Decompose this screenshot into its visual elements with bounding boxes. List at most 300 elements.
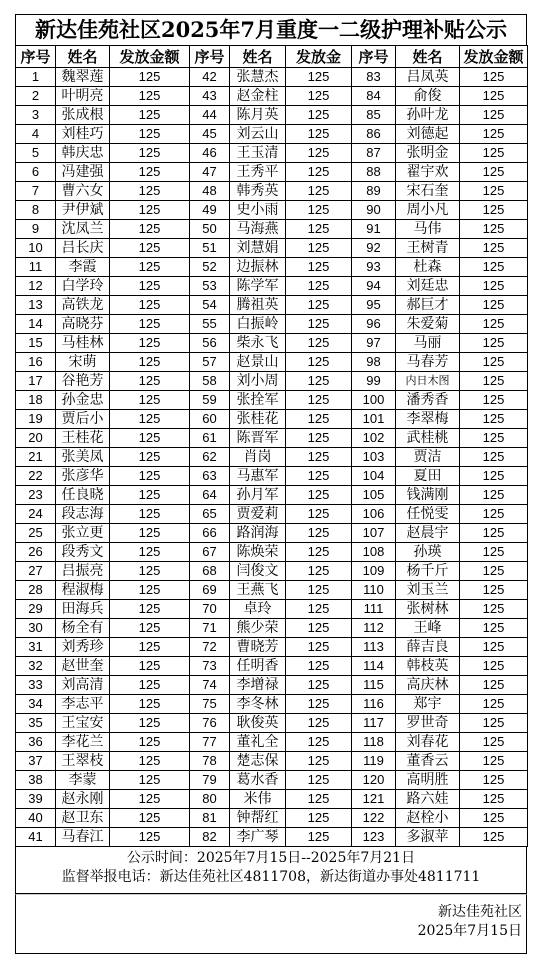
serial-cell: 2 — [16, 87, 56, 106]
serial-cell: 51 — [190, 239, 230, 258]
name-cell: 张美凤 — [56, 448, 110, 467]
amount-cell: 125 — [286, 828, 352, 847]
serial-cell: 90 — [352, 201, 396, 220]
amount-cell: 125 — [110, 714, 190, 733]
amount-cell: 125 — [110, 619, 190, 638]
notice-title: 新达佳苑社区2025年7月重度一二级护理补贴公示 — [15, 14, 527, 45]
amount-cell: 125 — [286, 201, 352, 220]
amount-cell: 125 — [110, 676, 190, 695]
amount-cell: 125 — [460, 163, 528, 182]
name-cell: 肖岗 — [230, 448, 286, 467]
amount-cell: 125 — [110, 429, 190, 448]
name-cell: 杜森 — [396, 258, 460, 277]
serial-cell: 33 — [16, 676, 56, 695]
serial-cell: 44 — [190, 106, 230, 125]
name-cell: 刘云山 — [230, 125, 286, 144]
name-cell: 白学玲 — [56, 277, 110, 296]
table-row — [16, 505, 528, 524]
serial-cell: 63 — [190, 467, 230, 486]
amount-cell: 125 — [460, 562, 528, 581]
serial-cell: 4 — [16, 125, 56, 144]
serial-cell: 40 — [16, 809, 56, 828]
serial-cell: 72 — [190, 638, 230, 657]
name-cell: 马丽 — [396, 334, 460, 353]
name-cell: 冯建强 — [56, 163, 110, 182]
amount-cell: 125 — [286, 144, 352, 163]
name-cell: 陈学军 — [230, 277, 286, 296]
amount-cell: 125 — [110, 87, 190, 106]
name-cell: 耿俊英 — [230, 714, 286, 733]
amount-cell: 125 — [110, 657, 190, 676]
serial-cell: 54 — [190, 296, 230, 315]
name-cell: 闫俊文 — [230, 562, 286, 581]
amount-cell: 125 — [460, 201, 528, 220]
amount-cell: 125 — [460, 657, 528, 676]
name-cell: 李广琴 — [230, 828, 286, 847]
amount-cell: 125 — [110, 68, 190, 87]
column-header: 发放金额 — [460, 46, 528, 68]
name-cell: 赵金柱 — [230, 87, 286, 106]
name-cell: 张拴军 — [230, 391, 286, 410]
amount-cell: 125 — [110, 372, 190, 391]
name-cell: 刘小周 — [230, 372, 286, 391]
name-cell: 高明胜 — [396, 771, 460, 790]
serial-cell: 61 — [190, 429, 230, 448]
amount-cell: 125 — [286, 106, 352, 125]
serial-cell: 52 — [190, 258, 230, 277]
amount-cell: 125 — [460, 600, 528, 619]
serial-cell: 94 — [352, 277, 396, 296]
serial-cell: 50 — [190, 220, 230, 239]
name-cell: 陈焕荣 — [230, 543, 286, 562]
name-cell: 刘桂巧 — [56, 125, 110, 144]
serial-cell: 60 — [190, 410, 230, 429]
amount-cell: 125 — [460, 828, 528, 847]
serial-cell: 41 — [16, 828, 56, 847]
amount-cell: 125 — [110, 182, 190, 201]
name-cell: 谷艳芳 — [56, 372, 110, 391]
name-cell: 韩庆忠 — [56, 144, 110, 163]
amount-cell: 125 — [286, 353, 352, 372]
name-cell: 贾后小 — [56, 410, 110, 429]
table-row — [16, 752, 528, 771]
amount-cell: 125 — [110, 391, 190, 410]
name-cell: 沈凤兰 — [56, 220, 110, 239]
amount-cell: 125 — [110, 562, 190, 581]
serial-cell: 20 — [16, 429, 56, 448]
name-cell: 段秀文 — [56, 543, 110, 562]
amount-cell: 125 — [286, 391, 352, 410]
name-cell: 杨千斤 — [396, 562, 460, 581]
name-cell: 马惠军 — [230, 467, 286, 486]
serial-cell: 65 — [190, 505, 230, 524]
amount-cell: 125 — [286, 220, 352, 239]
serial-cell: 37 — [16, 752, 56, 771]
amount-cell: 125 — [286, 752, 352, 771]
table-row — [16, 828, 528, 847]
amount-cell: 125 — [460, 296, 528, 315]
name-cell: 路六娃 — [396, 790, 460, 809]
amount-cell: 125 — [286, 334, 352, 353]
column-header: 序号 — [190, 46, 230, 68]
name-cell: 程淑梅 — [56, 581, 110, 600]
amount-cell: 125 — [110, 600, 190, 619]
name-cell: 王桂花 — [56, 429, 110, 448]
serial-cell: 104 — [352, 467, 396, 486]
amount-cell: 125 — [110, 296, 190, 315]
amount-cell: 125 — [286, 486, 352, 505]
name-cell: 郑宇 — [396, 695, 460, 714]
name-cell: 王宝安 — [56, 714, 110, 733]
serial-cell: 11 — [16, 258, 56, 277]
amount-cell: 125 — [286, 296, 352, 315]
amount-cell: 125 — [286, 163, 352, 182]
amount-cell: 125 — [110, 144, 190, 163]
name-cell: 钟帮红 — [230, 809, 286, 828]
amount-cell: 125 — [460, 391, 528, 410]
name-cell: 刘廷忠 — [396, 277, 460, 296]
serial-cell: 42 — [190, 68, 230, 87]
amount-cell: 125 — [110, 486, 190, 505]
serial-cell: 73 — [190, 657, 230, 676]
amount-cell: 125 — [110, 125, 190, 144]
name-cell: 孙叶龙 — [396, 106, 460, 125]
serial-cell: 93 — [352, 258, 396, 277]
serial-cell: 78 — [190, 752, 230, 771]
amount-cell: 125 — [286, 68, 352, 87]
table-row — [16, 581, 528, 600]
amount-cell: 125 — [286, 429, 352, 448]
name-cell: 熊少荣 — [230, 619, 286, 638]
amount-cell: 125 — [460, 220, 528, 239]
name-cell: 刘玉兰 — [396, 581, 460, 600]
amount-cell: 125 — [460, 277, 528, 296]
serial-cell: 103 — [352, 448, 396, 467]
serial-cell: 77 — [190, 733, 230, 752]
amount-cell: 125 — [110, 809, 190, 828]
name-cell: 内日木图 — [396, 372, 460, 391]
notice-footer — [15, 847, 527, 894]
amount-cell: 125 — [460, 182, 528, 201]
name-cell: 马桂林 — [56, 334, 110, 353]
name-cell: 翟宇欢 — [396, 163, 460, 182]
name-cell: 尹伊斌 — [56, 201, 110, 220]
name-cell: 路润海 — [230, 524, 286, 543]
serial-cell: 112 — [352, 619, 396, 638]
amount-cell: 125 — [286, 87, 352, 106]
serial-cell: 99 — [352, 372, 396, 391]
serial-cell: 35 — [16, 714, 56, 733]
name-cell: 赵晨宇 — [396, 524, 460, 543]
amount-cell: 125 — [460, 68, 528, 87]
table-row — [16, 562, 528, 581]
name-cell: 马海燕 — [230, 220, 286, 239]
table-row — [16, 277, 528, 296]
notice-signature — [15, 894, 527, 954]
amount-cell: 125 — [286, 600, 352, 619]
amount-cell: 125 — [460, 353, 528, 372]
name-cell: 米伟 — [230, 790, 286, 809]
serial-cell: 19 — [16, 410, 56, 429]
serial-cell: 36 — [16, 733, 56, 752]
table-row — [16, 87, 528, 106]
name-cell: 吕振亮 — [56, 562, 110, 581]
amount-cell: 125 — [286, 733, 352, 752]
amount-cell: 125 — [110, 638, 190, 657]
serial-cell: 116 — [352, 695, 396, 714]
amount-cell: 125 — [286, 543, 352, 562]
name-cell: 张立更 — [56, 524, 110, 543]
serial-cell: 100 — [352, 391, 396, 410]
serial-cell: 83 — [352, 68, 396, 87]
amount-cell: 125 — [110, 505, 190, 524]
name-cell: 王翠枝 — [56, 752, 110, 771]
serial-cell: 114 — [352, 657, 396, 676]
amount-cell: 125 — [460, 505, 528, 524]
table-row — [16, 258, 528, 277]
amount-cell: 125 — [460, 714, 528, 733]
name-cell: 史小雨 — [230, 201, 286, 220]
serial-cell: 120 — [352, 771, 396, 790]
table-row — [16, 410, 528, 429]
table-header-row — [16, 46, 528, 68]
name-cell: 钱满刚 — [396, 486, 460, 505]
amount-cell: 125 — [460, 543, 528, 562]
name-cell: 薛吉良 — [396, 638, 460, 657]
serial-cell: 58 — [190, 372, 230, 391]
serial-cell: 14 — [16, 315, 56, 334]
name-cell: 张慧杰 — [230, 68, 286, 87]
serial-cell: 21 — [16, 448, 56, 467]
name-cell: 葛水香 — [230, 771, 286, 790]
table-row — [16, 448, 528, 467]
table-row — [16, 296, 528, 315]
serial-cell: 97 — [352, 334, 396, 353]
amount-cell: 125 — [460, 315, 528, 334]
amount-cell: 125 — [460, 429, 528, 448]
table-row — [16, 714, 528, 733]
serial-cell: 84 — [352, 87, 396, 106]
serial-cell: 46 — [190, 144, 230, 163]
amount-cell: 125 — [460, 144, 528, 163]
table-row — [16, 201, 528, 220]
amount-cell: 125 — [110, 258, 190, 277]
amount-cell: 125 — [110, 410, 190, 429]
serial-cell: 115 — [352, 676, 396, 695]
name-cell: 刘秀珍 — [56, 638, 110, 657]
serial-cell: 34 — [16, 695, 56, 714]
serial-cell: 86 — [352, 125, 396, 144]
name-cell: 吕凤英 — [396, 68, 460, 87]
serial-cell: 95 — [352, 296, 396, 315]
serial-cell: 59 — [190, 391, 230, 410]
amount-cell: 125 — [286, 372, 352, 391]
serial-cell: 57 — [190, 353, 230, 372]
amount-cell: 125 — [286, 182, 352, 201]
name-cell: 王树青 — [396, 239, 460, 258]
column-header: 序号 — [352, 46, 396, 68]
table-row — [16, 619, 528, 638]
name-cell: 罗世奇 — [396, 714, 460, 733]
table-row — [16, 163, 528, 182]
table-row — [16, 524, 528, 543]
column-header: 发放金 — [286, 46, 352, 68]
name-cell: 边振林 — [230, 258, 286, 277]
name-cell: 刘高清 — [56, 676, 110, 695]
serial-cell: 32 — [16, 657, 56, 676]
name-cell: 韩秀英 — [230, 182, 286, 201]
name-cell: 马春芳 — [396, 353, 460, 372]
table-row — [16, 68, 528, 87]
name-cell: 柴永飞 — [230, 334, 286, 353]
amount-cell: 125 — [110, 448, 190, 467]
name-cell: 张彦华 — [56, 467, 110, 486]
serial-cell: 76 — [190, 714, 230, 733]
table-row — [16, 144, 528, 163]
serial-cell: 106 — [352, 505, 396, 524]
table-row — [16, 391, 528, 410]
name-cell: 叶明亮 — [56, 87, 110, 106]
name-cell: 宋萌 — [56, 353, 110, 372]
name-cell: 田海兵 — [56, 600, 110, 619]
name-cell: 王峰 — [396, 619, 460, 638]
serial-cell: 15 — [16, 334, 56, 353]
serial-cell: 30 — [16, 619, 56, 638]
serial-cell: 111 — [352, 600, 396, 619]
serial-cell: 26 — [16, 543, 56, 562]
subsidy-table — [15, 45, 528, 847]
serial-cell: 66 — [190, 524, 230, 543]
amount-cell: 125 — [110, 790, 190, 809]
notice-sheet — [15, 14, 527, 954]
amount-cell: 125 — [110, 543, 190, 562]
name-cell: 赵永刚 — [56, 790, 110, 809]
amount-cell: 125 — [110, 315, 190, 334]
serial-cell: 89 — [352, 182, 396, 201]
name-cell: 董香云 — [396, 752, 460, 771]
serial-cell: 3 — [16, 106, 56, 125]
serial-cell: 87 — [352, 144, 396, 163]
name-cell: 李翠梅 — [396, 410, 460, 429]
name-cell: 段志海 — [56, 505, 110, 524]
serial-cell: 123 — [352, 828, 396, 847]
name-cell: 孙瑛 — [396, 543, 460, 562]
name-cell: 腾祖英 — [230, 296, 286, 315]
serial-cell: 23 — [16, 486, 56, 505]
name-cell: 任良晓 — [56, 486, 110, 505]
serial-cell: 113 — [352, 638, 396, 657]
serial-cell: 1 — [16, 68, 56, 87]
serial-cell: 56 — [190, 334, 230, 353]
name-cell: 赵卫东 — [56, 809, 110, 828]
amount-cell: 125 — [460, 448, 528, 467]
name-cell: 李增禄 — [230, 676, 286, 695]
name-cell: 任明香 — [230, 657, 286, 676]
name-cell: 武桂桃 — [396, 429, 460, 448]
serial-cell: 22 — [16, 467, 56, 486]
amount-cell: 125 — [460, 106, 528, 125]
serial-cell: 118 — [352, 733, 396, 752]
amount-cell: 125 — [110, 581, 190, 600]
serial-cell: 48 — [190, 182, 230, 201]
serial-cell: 110 — [352, 581, 396, 600]
amount-cell: 125 — [460, 239, 528, 258]
name-cell: 郝巨才 — [396, 296, 460, 315]
name-cell: 高晓芬 — [56, 315, 110, 334]
name-cell: 赵栓小 — [396, 809, 460, 828]
name-cell: 宋石奎 — [396, 182, 460, 201]
serial-cell: 28 — [16, 581, 56, 600]
amount-cell: 125 — [286, 410, 352, 429]
serial-cell: 6 — [16, 163, 56, 182]
serial-cell: 82 — [190, 828, 230, 847]
name-cell: 刘德起 — [396, 125, 460, 144]
serial-cell: 88 — [352, 163, 396, 182]
serial-cell: 64 — [190, 486, 230, 505]
amount-cell: 125 — [286, 258, 352, 277]
serial-cell: 38 — [16, 771, 56, 790]
table-row — [16, 733, 528, 752]
name-cell: 王燕飞 — [230, 581, 286, 600]
amount-cell: 125 — [110, 201, 190, 220]
name-cell: 张明金 — [396, 144, 460, 163]
serial-cell: 119 — [352, 752, 396, 771]
serial-cell: 10 — [16, 239, 56, 258]
amount-cell: 125 — [460, 752, 528, 771]
notice-period: 公示时间：2025年7月15日--2025年7月21日 — [126, 850, 416, 866]
name-cell: 任悦雯 — [396, 505, 460, 524]
table-row — [16, 600, 528, 619]
serial-cell: 71 — [190, 619, 230, 638]
serial-cell: 92 — [352, 239, 396, 258]
amount-cell: 125 — [286, 695, 352, 714]
serial-cell: 62 — [190, 448, 230, 467]
name-cell: 陈晋军 — [230, 429, 286, 448]
table-row — [16, 353, 528, 372]
amount-cell: 125 — [110, 828, 190, 847]
serial-cell: 81 — [190, 809, 230, 828]
table-row — [16, 429, 528, 448]
table-row — [16, 695, 528, 714]
serial-cell: 105 — [352, 486, 396, 505]
serial-cell: 96 — [352, 315, 396, 334]
table-row — [16, 790, 528, 809]
serial-cell: 70 — [190, 600, 230, 619]
serial-cell: 79 — [190, 771, 230, 790]
amount-cell: 125 — [460, 258, 528, 277]
serial-cell: 122 — [352, 809, 396, 828]
name-cell: 孙月军 — [230, 486, 286, 505]
serial-cell: 53 — [190, 277, 230, 296]
name-cell: 李冬林 — [230, 695, 286, 714]
name-cell: 魏翠莲 — [56, 68, 110, 87]
amount-cell: 125 — [110, 163, 190, 182]
name-cell: 韩枝英 — [396, 657, 460, 676]
serial-cell: 101 — [352, 410, 396, 429]
table-body — [16, 68, 528, 847]
amount-cell: 125 — [286, 714, 352, 733]
serial-cell: 98 — [352, 353, 396, 372]
column-header: 发放金额 — [110, 46, 190, 68]
serial-cell: 24 — [16, 505, 56, 524]
amount-cell: 125 — [110, 220, 190, 239]
name-cell: 贾爱莉 — [230, 505, 286, 524]
serial-cell: 85 — [352, 106, 396, 125]
amount-cell: 125 — [460, 372, 528, 391]
name-cell: 马伟 — [396, 220, 460, 239]
amount-cell: 125 — [286, 524, 352, 543]
name-cell: 朱爱菊 — [396, 315, 460, 334]
